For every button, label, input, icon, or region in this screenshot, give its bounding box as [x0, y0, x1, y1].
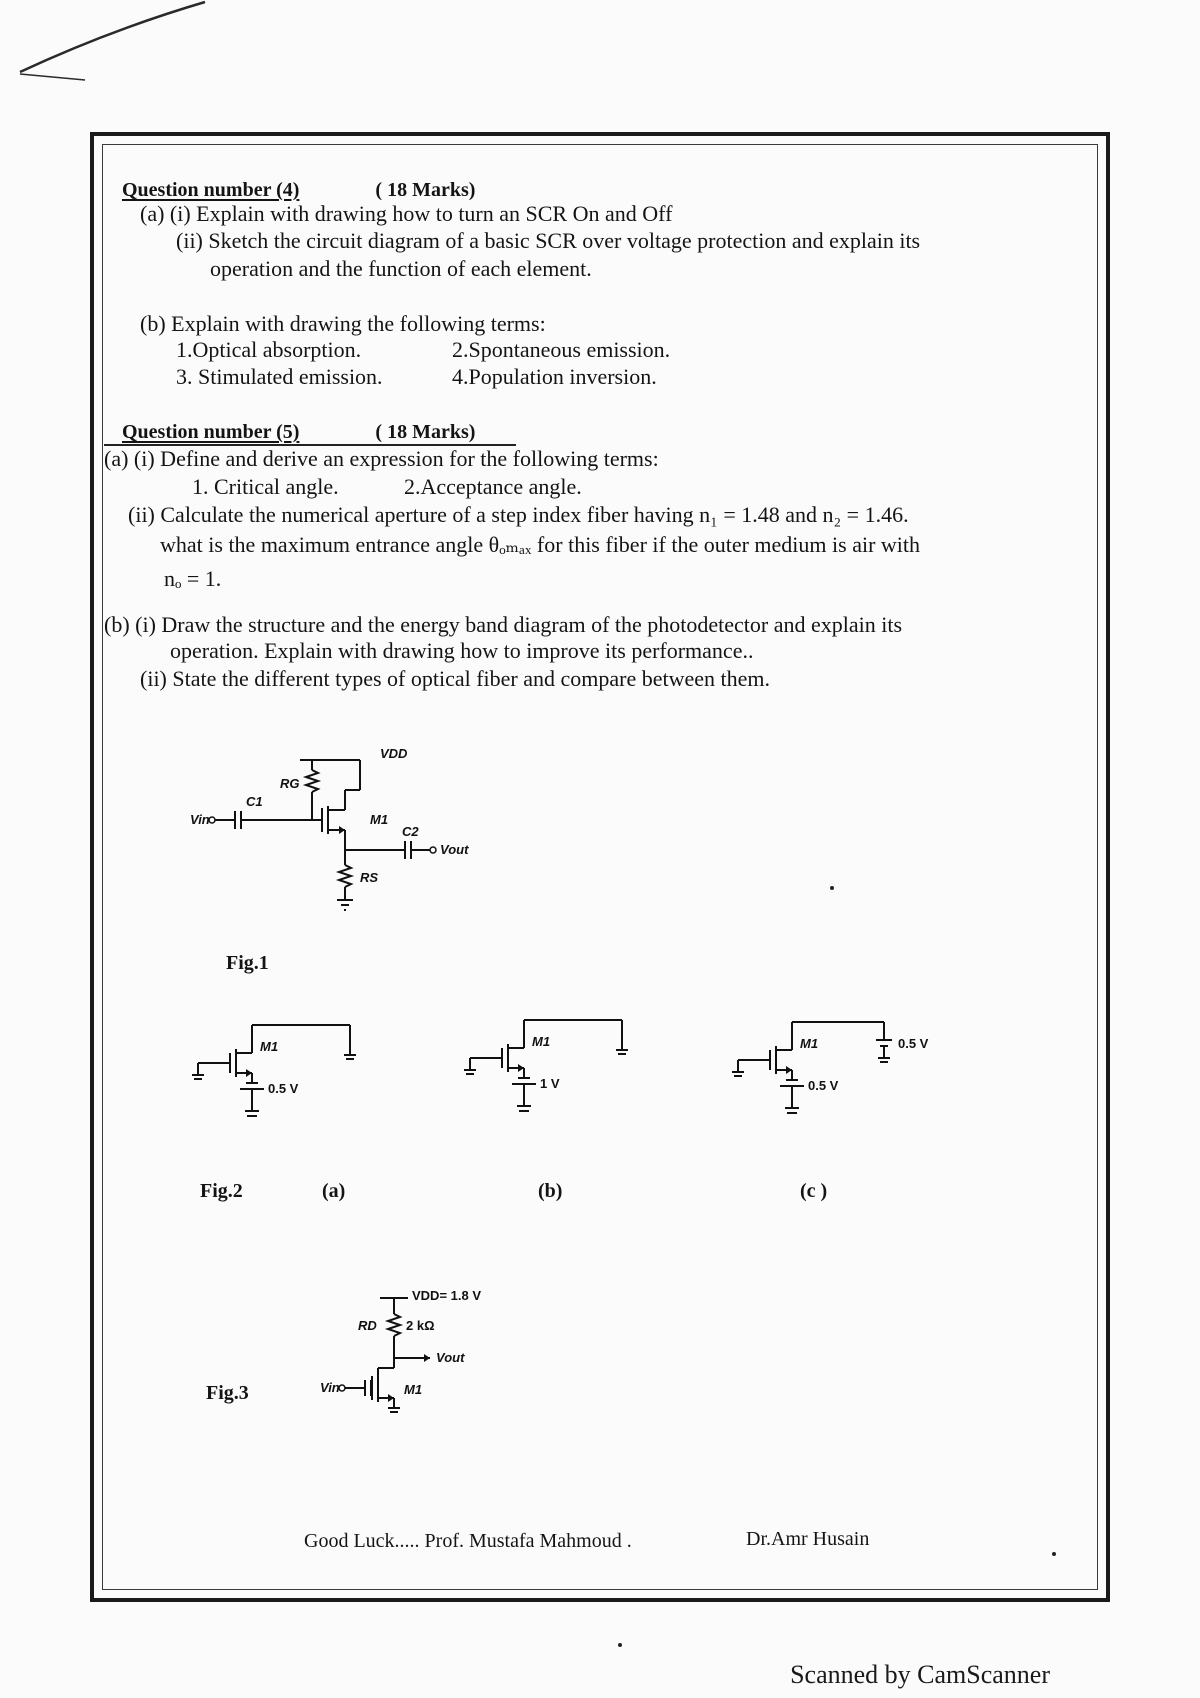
footer-good-luck-signature: Good Luck..... Prof. Mustafa Mahmoud . [304, 1530, 632, 1552]
fig1-vdd-label: VDD [380, 746, 408, 761]
fig-2-sub-a-label: (a) [322, 1180, 346, 1202]
fig1-vin-label: Vin [190, 812, 210, 827]
fig2b-source-voltage-label: 1 V [540, 1076, 560, 1091]
q5-a-term-2: 2.Acceptance angle. [404, 474, 582, 499]
question-5-title: Question number (5) [122, 421, 300, 443]
fig3-rd-label: RD [358, 1318, 377, 1333]
question-4-title: Question number (4) [122, 179, 300, 201]
fig1-rg-label: RG [280, 776, 300, 791]
q4-a-ii-text-line1: (ii) Sketch the circuit diagram of a basic SCR over voltage protection and explain its [176, 228, 921, 253]
scan-speck [830, 886, 834, 890]
fig-2b-circuit [462, 1010, 662, 1130]
scan-speck [1052, 1552, 1056, 1556]
fig3-vout-label: Vout [436, 1350, 465, 1365]
camscanner-watermark: Scanned by CamScanner [790, 1660, 1050, 1689]
fig-2-sub-c-label: (c ) [800, 1180, 828, 1202]
q5-b-i-text-line1: (b) (i) Draw the structure and the energy band diagram of the photodetector and explain its [104, 612, 903, 637]
q5-a-ii-text-line3: nₒ = 1. [164, 566, 222, 591]
q4-b-term-2: 2.Spontaneous emission. [452, 337, 671, 362]
fig2c-drain-voltage-label: 0.5 V [898, 1036, 929, 1051]
fig-2c-circuit [730, 1012, 960, 1132]
q5-a-i-text: (a) (i) Define and derive an expression for the following terms: [104, 446, 659, 471]
fig-2a-circuit [190, 1015, 390, 1135]
question-4-heading [122, 178, 475, 202]
fig2a-source-voltage-label: 0.5 V [268, 1081, 299, 1096]
fig2c-source-voltage-label: 0.5 V [808, 1078, 839, 1093]
q4-b-term-3: 3. Stimulated emission. [176, 364, 383, 389]
fig-2-label: Fig.2 [200, 1180, 243, 1202]
fig2a-m1-label: M1 [260, 1039, 279, 1054]
q5-b-i-text-line2: operation. Explain with drawing how to improve its performance.. [170, 638, 754, 663]
scan-speck [618, 1643, 622, 1647]
fig3-vdd-label: VDD= 1.8 V [412, 1288, 482, 1303]
fig-3-resistive-load-circuit [320, 1280, 520, 1430]
q4-b-term-4: 4.Population inversion. [452, 364, 657, 389]
fig-3-label: Fig.3 [206, 1382, 249, 1404]
q4-a-i-text: (a) (i) Explain with drawing how to turn an SCR On and Off [140, 201, 673, 226]
question-5-marks: ( 18 Marks) [375, 421, 476, 443]
fig-1-common-source-circuit [190, 740, 510, 940]
fig3-rd-value-label: 2 kΩ [406, 1318, 435, 1333]
q5-b-ii-text: (ii) State the different types of optical fiber and compare between them. [140, 666, 771, 691]
fig1-rs-label: RS [360, 870, 379, 885]
fig3-vin-label: Vin [320, 1380, 340, 1395]
question-4-marks: ( 18 Marks) [375, 179, 476, 201]
fig2b-m1-label: M1 [532, 1034, 551, 1049]
footer-second-examiner: Dr.Amr Husain [746, 1528, 870, 1550]
question-5-heading [122, 420, 475, 444]
fig-1-label: Fig.1 [226, 952, 269, 974]
q4-b-intro-text: (b) Explain with drawing the following terms: [140, 311, 546, 336]
pencil-stroke-mark [0, 0, 260, 90]
fig2c-m1-label: M1 [800, 1036, 819, 1051]
fig1-c1-label: C1 [246, 794, 263, 809]
fig1-vout-label: Vout [440, 842, 469, 857]
q5-a-term-1: 1. Critical angle. [192, 474, 339, 499]
q4-a-ii-text-line2: operation and the function of each element. [210, 256, 592, 281]
fig1-c2-label: C2 [402, 824, 419, 839]
fig-2-sub-b-label: (b) [538, 1180, 563, 1202]
fig1-m1-label: M1 [370, 812, 389, 827]
fig3-m1-label: M1 [404, 1382, 423, 1397]
q5-a-ii-text-line1: (ii) Calculate the numerical aperture of a step index fiber having n₁ = 1.48 and n₂ = 1.46. [128, 502, 909, 527]
q5-a-ii-text-line2: what is the maximum entrance angle θₒₘₐₓ for this fiber if the outer medium is air with [160, 532, 921, 557]
q4-b-term-1: 1.Optical absorption. [176, 337, 362, 362]
